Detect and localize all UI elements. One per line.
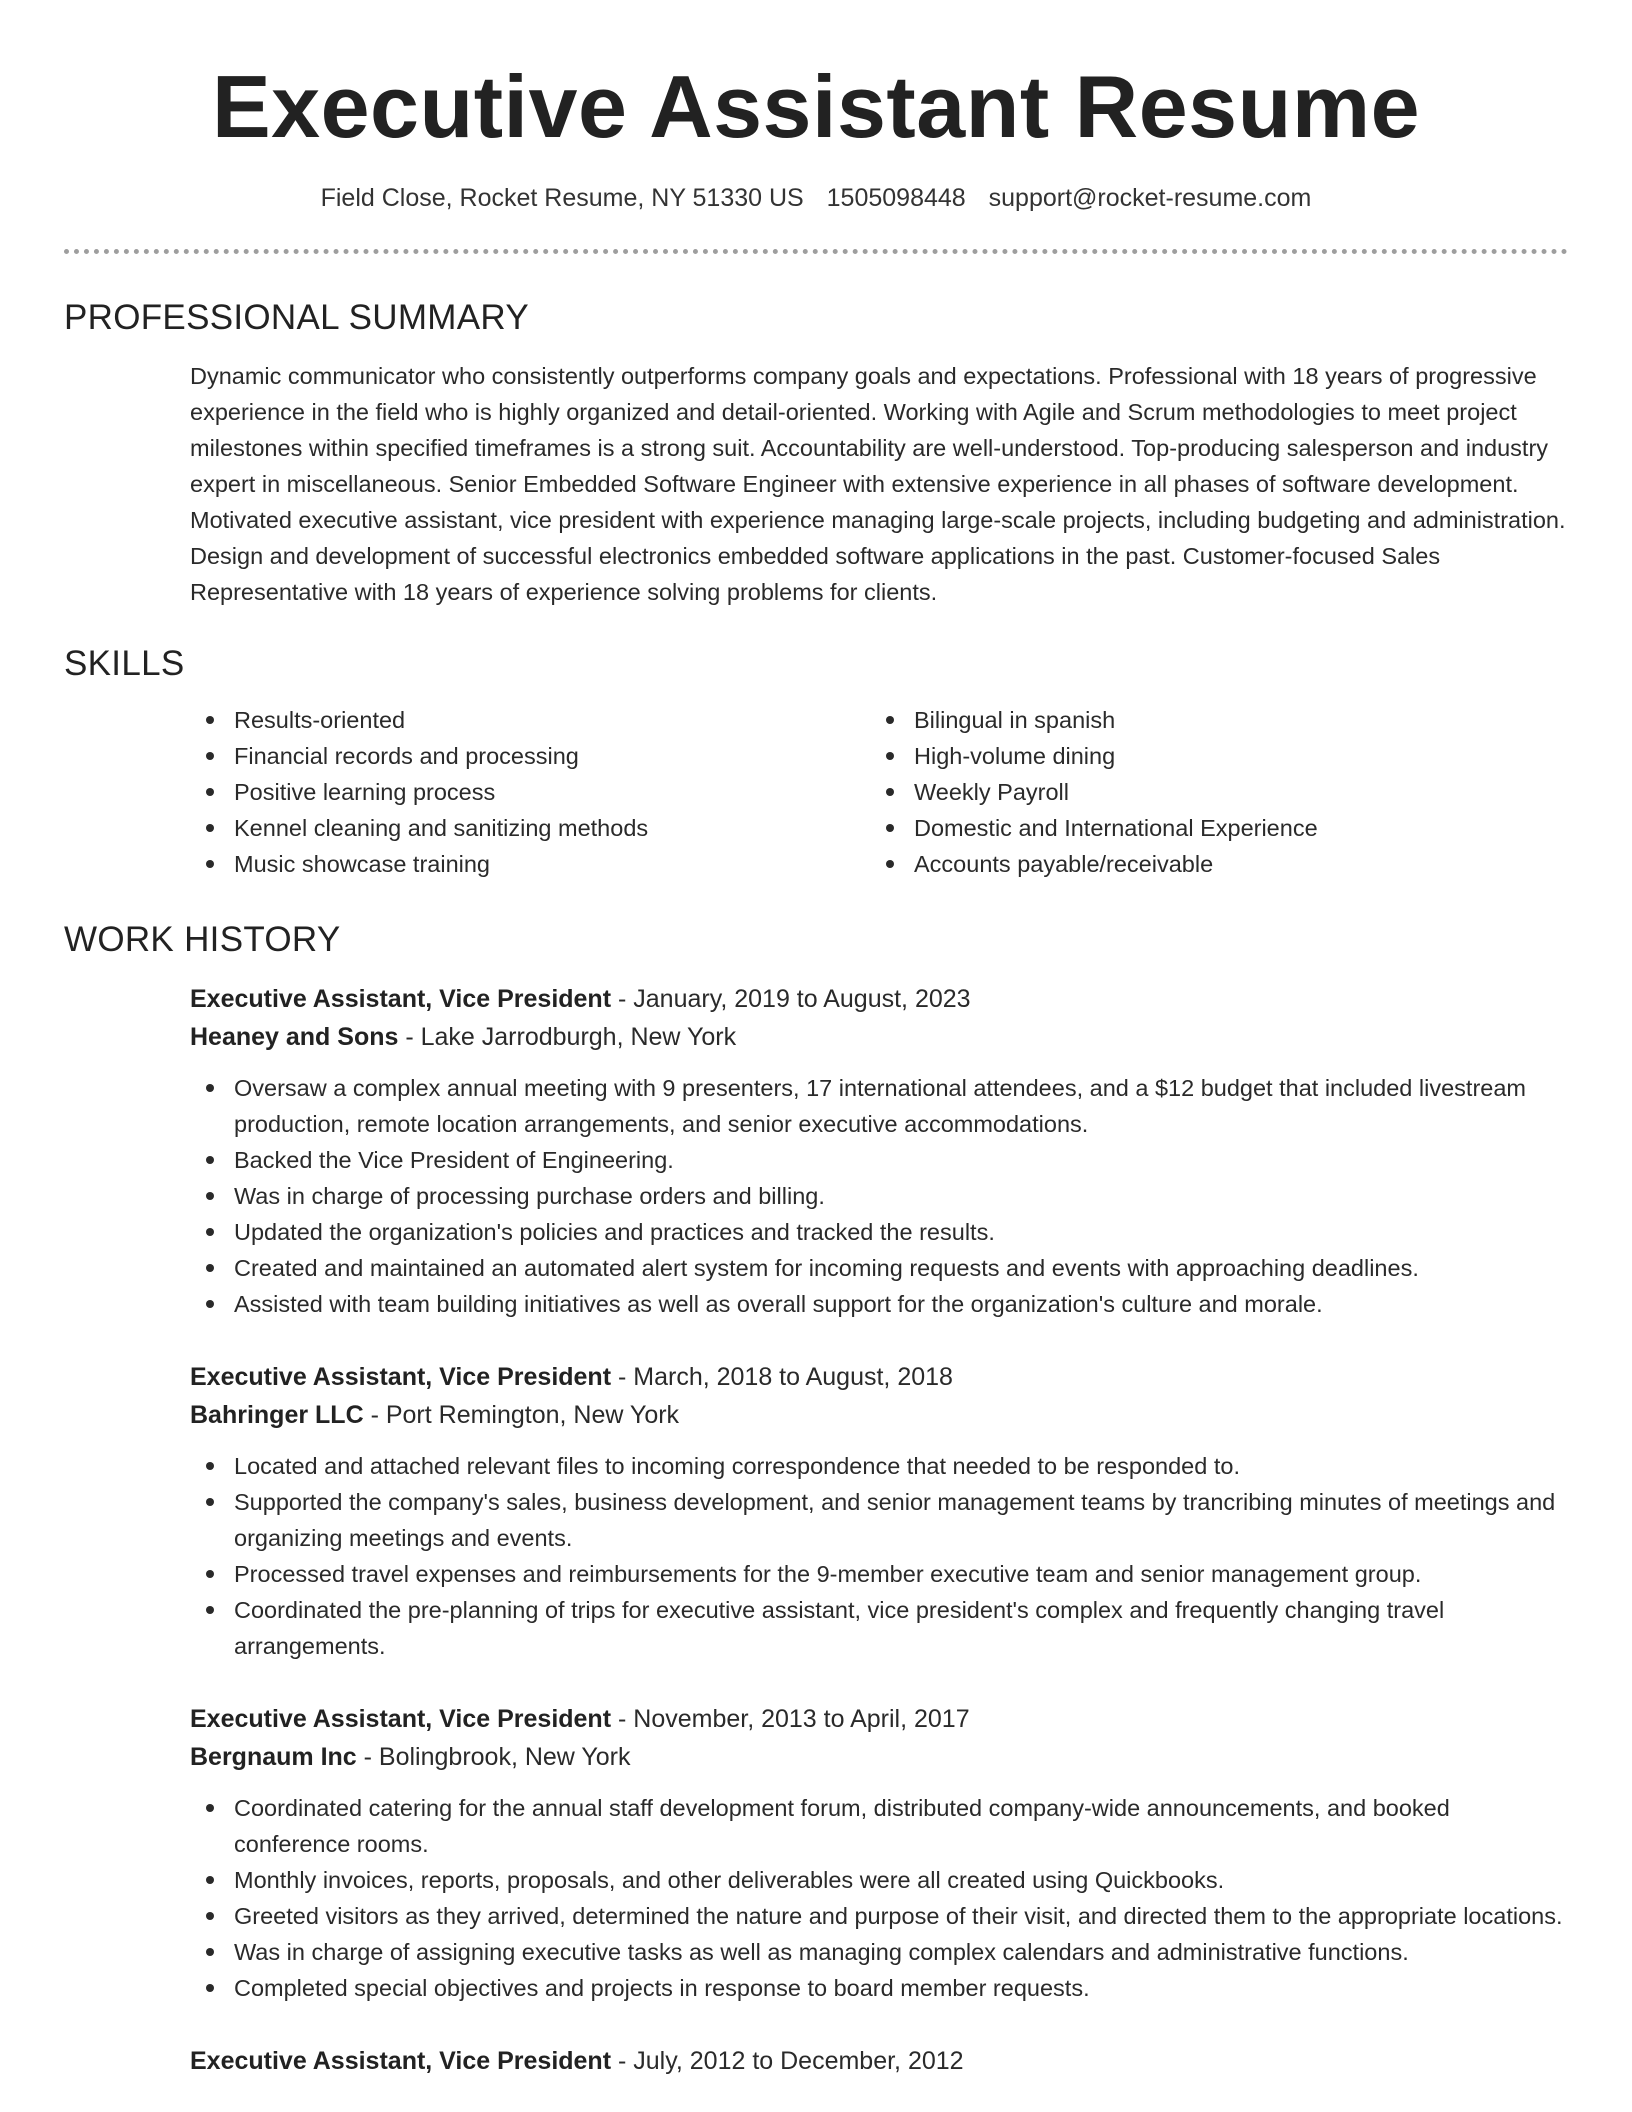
- job-bullet: Updated the organization's policies and practices and tracked the results.: [190, 1214, 1570, 1250]
- skills-left-list: [190, 702, 870, 882]
- job-entry: [190, 1700, 1570, 2006]
- job-bullets: [190, 1790, 1570, 2006]
- job-company: Bergnaum Inc: [190, 1743, 357, 1771]
- summary-body: [190, 358, 1570, 610]
- contact-email: support@rocket-resume.com: [988, 184, 1312, 212]
- job-entry: [190, 2042, 1570, 2080]
- job-bullet: Was in charge of assigning executive tasks as well as managing complex calendars and administrative functions.: [190, 1934, 1570, 1970]
- skill-item: Financial records and processing: [190, 738, 870, 774]
- summary-text: Dynamic communicator who consistently outperforms company goals and expectations. Professional with 18 years of progressive experience in the field who is highly organized and detail-oriented. Working with Agile and Scrum methodologies to meet project milestones within specified timeframes is a strong suit. Accountability are well-understood. Top-producing salesperson and industry expert in miscellaneous. Senior Embedded Software Engineer with extensive experience in all phases of software development. Motivated executive assistant, vice president with experience managing large-scale projects, including budgeting and administration. Design and development of successful electronics embedded software applications in the past. Customer-focused Sales Representative with 18 years of experience solving problems for clients.: [190, 363, 1566, 605]
- job-bullet: Coordinated the pre-planning of trips for executive assistant, vice president's complex and frequently changing travel arrangements.: [190, 1592, 1570, 1664]
- job-dates: - November, 2013 to April, 2017: [611, 1705, 970, 1733]
- skills-columns: [190, 702, 1570, 882]
- skill-item: Kennel cleaning and sanitizing methods: [190, 810, 870, 846]
- job-location: - Port Remington, New York: [363, 1401, 680, 1429]
- job-bullet: Was in charge of processing purchase orders and billing.: [190, 1178, 1570, 1214]
- job-entry: [190, 1358, 1570, 1664]
- job-company-line: [190, 1396, 1570, 1434]
- job-company: Bahringer LLC: [190, 1401, 364, 1429]
- job-title: Executive Assistant, Vice President: [190, 1363, 612, 1391]
- contact-line: [0, 180, 1632, 216]
- job-bullets: [190, 1448, 1570, 1664]
- header-divider: [64, 249, 1568, 254]
- job-title-line: [190, 2042, 1570, 2080]
- job-bullet: Oversaw a complex annual meeting with 9 presenters, 17 international attendees, and a $12 budget that included livestream production, remote location arrangements, and senior executive accommodations.: [190, 1070, 1570, 1142]
- job-bullet: Processed travel expenses and reimbursements for the 9-member executive team and senior management group.: [190, 1556, 1570, 1592]
- job-company: Heaney and Sons: [190, 1023, 399, 1051]
- job-bullet: Located and attached relevant files to incoming correspondence that needed to be responded to.: [190, 1448, 1570, 1484]
- skill-item: Bilingual in spanish: [870, 702, 1550, 738]
- job-bullet: Assisted with team building initiatives as well as overall support for the organization's culture and morale.: [190, 1286, 1570, 1322]
- summary-heading: PROFESSIONAL SUMMARY: [64, 298, 529, 337]
- skill-item: Weekly Payroll: [870, 774, 1550, 810]
- job-location: - Bolingbrook, New York: [356, 1743, 631, 1771]
- contact-phone: 1505098448: [826, 184, 966, 212]
- job-dates: - July, 2012 to December, 2012: [611, 2047, 964, 2075]
- skill-item: Domestic and International Experience: [870, 810, 1550, 846]
- skills-body: [190, 702, 1570, 882]
- job-bullet: Completed special objectives and projects in response to board member requests.: [190, 1970, 1570, 2006]
- skills-heading: SKILLS: [64, 644, 185, 683]
- job-dates: - March, 2018 to August, 2018: [611, 1363, 953, 1391]
- skill-item: Results-oriented: [190, 702, 870, 738]
- work-body: [190, 980, 1570, 2080]
- job-title: Executive Assistant, Vice President: [190, 1705, 612, 1733]
- job-bullets: [190, 1070, 1570, 1322]
- job-title-line: [190, 1700, 1570, 1738]
- summary-section: [64, 296, 1568, 610]
- job-company-line: [190, 1018, 1570, 1056]
- job-title: Executive Assistant, Vice President: [190, 2047, 612, 2075]
- skill-item: Music showcase training: [190, 846, 870, 882]
- skills-section: [64, 642, 1568, 882]
- job-bullet: Monthly invoices, reports, proposals, and other deliverables were all created using Quickbooks.: [190, 1862, 1570, 1898]
- resume-title: Executive Assistant Resume: [211, 57, 1421, 156]
- skill-item: Positive learning process: [190, 774, 870, 810]
- job-bullet: Backed the Vice President of Engineering.: [190, 1142, 1570, 1178]
- job-bullet: Created and maintained an automated alert system for incoming requests and events with approaching deadlines.: [190, 1250, 1570, 1286]
- job-bullet: Greeted visitors as they arrived, determined the nature and purpose of their visit, and directed them to the appropriate locations.: [190, 1898, 1570, 1934]
- job-company-line: [190, 1738, 1570, 1776]
- job-title: Executive Assistant, Vice President: [190, 985, 612, 1013]
- contact-address: Field Close, Rocket Resume, NY 51330 US: [320, 184, 804, 212]
- work-section: [64, 918, 1568, 2080]
- skill-item: High-volume dining: [870, 738, 1550, 774]
- job-bullet: Supported the company's sales, business development, and senior management teams by trancribing minutes of meetings and organizing meetings and events.: [190, 1484, 1570, 1556]
- work-heading: WORK HISTORY: [64, 920, 341, 959]
- job-location: - Lake Jarrodburgh, New York: [398, 1023, 737, 1051]
- job-title-line: [190, 1358, 1570, 1396]
- job-dates: - January, 2019 to August, 2023: [611, 985, 971, 1013]
- job-title-line: [190, 980, 1570, 1018]
- skills-right-list: [870, 702, 1550, 882]
- skill-item: Accounts payable/receivable: [870, 846, 1550, 882]
- job-entry: [190, 980, 1570, 1322]
- job-bullet: Coordinated catering for the annual staff development forum, distributed company-wide announcements, and booked conference rooms.: [190, 1790, 1570, 1862]
